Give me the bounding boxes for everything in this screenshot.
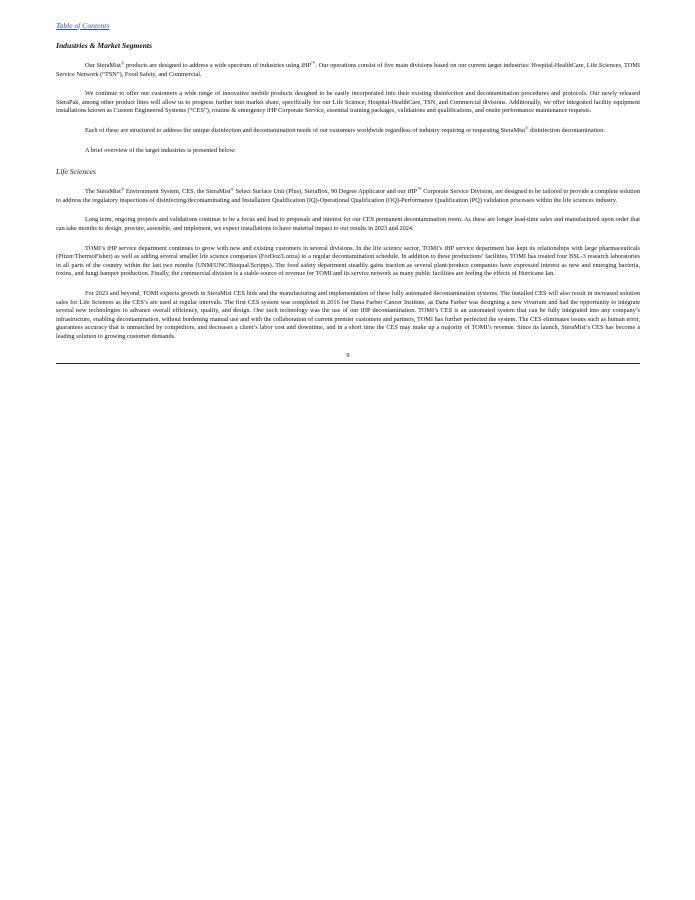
footer-divider [56,363,640,364]
document-page [56,20,640,364]
section-heading: Industries & Market Segments [56,41,152,50]
paragraph-mobile-products: We continue to offer our customers a wide range of innovative mobile products designed to be easily incorporated into their existing disinfection and decontamination procedures and protocols. Our newly released SteraPak, among other product lines will allow us to progress further into market share, specifically for our Life Science, Hospital-HealthCare, TSN, and Commercial divisions. Additionally, we offer integrated facility equipment installations known as Custom Engineered Systems (“CES”), routine & emergency iHP Corporate Service, essential training packages, validations and qualifications, and onsite performance maintenance requests. [56,90,640,115]
paragraph-overview: Our SteraMist® products are designed to address a wide spectrum of industries using iHP™. Our operations consist of five main divisions based on our current target industries: Hospital-HealthCare, Life Sciences, TOMI Service Network (“TSN”), Food Safety, and Commercial. [56,60,640,78]
paragraph-life-sciences: The SteraMist® Environment System, CES, the SteraMist® Select Surface Unit (Plus), SteraBox, 90 Degree Applicator and our iHP™ Corporate Service Division, are designed to be tailored to provide a complete solution to address the regulatory inspections of disinfecting/decontaminating and Installation Qualification (IQ)-Operational Qualification (OQ)-Performance Qualification (PQ) validation processes within the life sciences industry. [56,186,641,204]
subheading-life-sciences: Life Sciences [56,167,96,177]
paragraph-2023-growth: For 2023 and beyond, TOMI expects growth in SteraMist CES bids and the manufacturing and implementation of these fully automated decontamination systems. The installed CES will also result in increased solution sales for Life Sciences as the CES’s are used at regular intervals. The first CES system was completed in 2016 for Dana Farber Cancer Institute, as Dana Farber was designing a new vivarium and had the opportunity to integrate several new technologies to advance overall efficiency, quality, and design. One such technology was the use of our iHP decontamination. TOMI’s CES is an automated system that can be fully integrated into any company’s infrastructure, enabling decontamination, without burdening manual use and with the collaboration of current premier customers and partners, TOMI has further perfected the system. The CES eliminates issues such as human error, guarantees accuracy that is unmatched by competitors, and decreases a client’s labor cost and downtime, and in a short time the CES may make up a majority of TOMI’s revenue. Since its launch, SteraMist’s CES has become a leading solution to growing customer demands. [56,289,640,340]
table-of-contents-link[interactable]: Table of Contents [56,21,110,30]
paragraph-long-term-projects: Long term, ongoing projects and validations continue to be a focus and lead to proposals and interest for our CES permanent decontamination room. As these are longer lead-time sales and manufactured upon order that can take months to design, procure, assemble, and implement, we expect installations to have material impact to our results in 2023 and 2024. [56,216,640,232]
page-number: 9 [346,352,350,360]
paragraph-structure: Each of these are structured to address the unique disinfection and decontamination needs of our customers worldwide regardless of industry requiring or requesting SteraMist® disinfection decontamination. [85,125,605,134]
paragraph-service-department: TOMI’s iHP service department continues to grow with new and existing customers in several divisions. In the life science sector, TOMI’s iHP service department has kept its relationships with large pharmaceuticals (Pfizer/ThermoFisher) as well as adding several smaller life science companies (ForDoz/Lonza) to a regular decontamination schedule. In addition to these productions’ facilities, TOMI has treated four BSL-3 research laboratories in all parts of the country within the last two months (UNM/UNC/Bioqual/Scripps). The food safety department steadily gains traction as several plant/produce companies have expressed interest as new and emerging bacteria, toxins, and fungi hamper production. Finally, the commercial division is a stable source of revenue for TOMI and its service network as many public facilities are feeling the effects of Hurricane Ian. [56,244,640,278]
paragraph-brief-overview: A brief overview of the target industries is presented below: [85,146,236,154]
